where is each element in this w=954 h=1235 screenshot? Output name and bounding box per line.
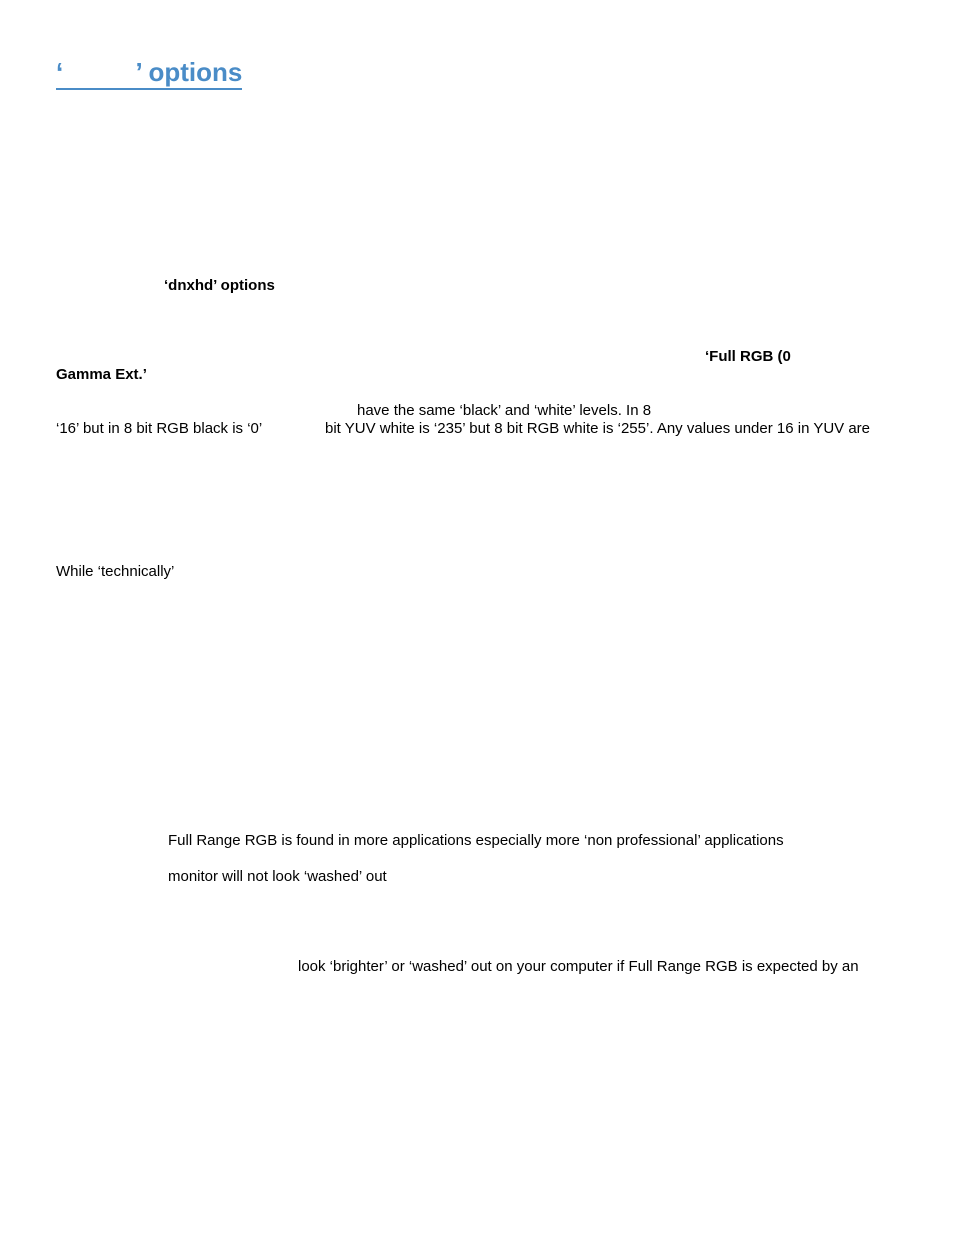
black-level-text: ‘16’ but in 8 bit RGB black is ‘0’ [56,420,263,437]
gamma-ext-label: Gamma Ext.’ [56,366,147,383]
same-levels-text: have the same ‘black’ and ‘white’ levels. In 8 [357,402,652,419]
section-heading: ‘ ’ options [56,56,242,90]
full-rgb-fragment: ‘Full RGB (0 [705,348,791,365]
brighter-washed-text: look ‘brighter’ or ‘washed’ out on your computer if Full Range RGB is expected by an [298,958,859,975]
full-range-applications-text: Full Range RGB is found in more applications especially more ‘non professional’ applications [168,832,784,849]
dnxhd-options-label: ‘dnxhd’ options [164,277,275,294]
white-level-text: bit YUV white is ‘235’ but 8 bit RGB white is ‘255’. Any values under 16 in YUV are [325,420,871,437]
technically-text: While ‘technically’ [56,563,175,580]
washed-out-monitor-text: monitor will not look ‘washed’ out [168,868,387,885]
